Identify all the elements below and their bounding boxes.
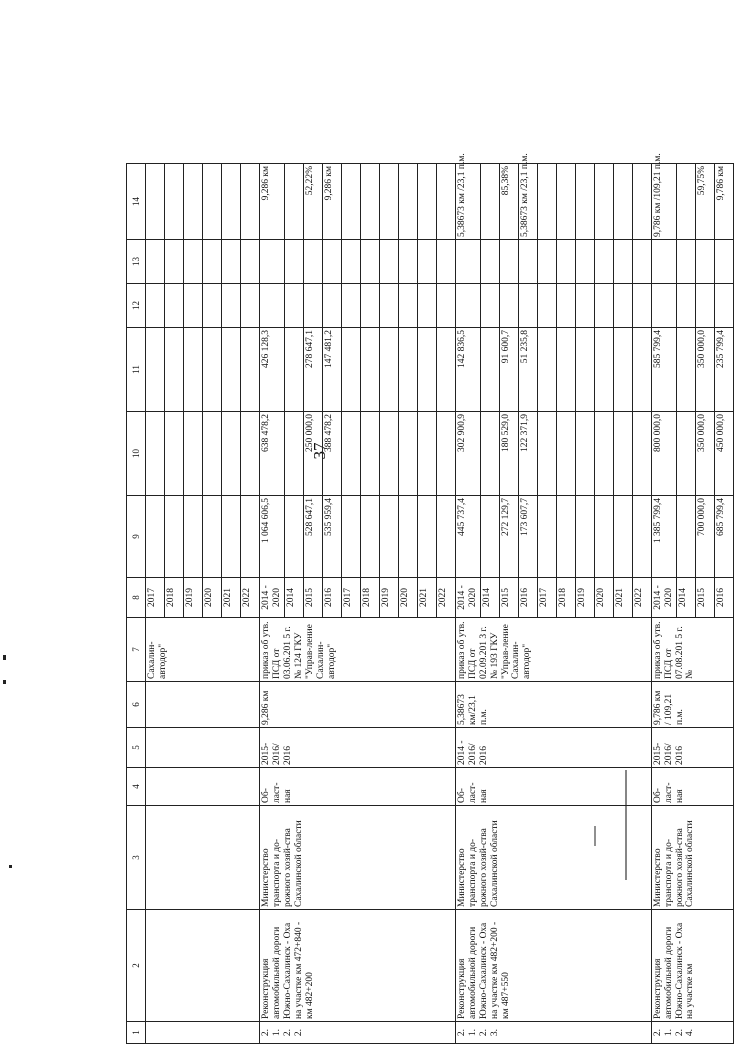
- cell-col13: [417, 240, 436, 284]
- cell-col13: [651, 240, 676, 284]
- cell-regional: [341, 328, 360, 412]
- cell-federal: [537, 412, 556, 496]
- cell-value: [146, 496, 165, 578]
- cell-col13: [594, 240, 613, 284]
- cell-regional: [556, 328, 575, 412]
- cell-total: [676, 496, 695, 578]
- cell-col12: [518, 284, 537, 328]
- cell-federal: 250 000,0: [303, 412, 322, 496]
- cell-year: 2017: [341, 578, 360, 618]
- cell-year: 2022: [436, 578, 455, 618]
- cell-name: Реконструкция автомобильной дороги Южно-Сахалинск - Оха на участке км: [651, 910, 733, 1022]
- cell-year: 2020: [203, 578, 222, 618]
- cell-value: [184, 412, 203, 496]
- cell-result: 9,286 км: [260, 164, 285, 240]
- cell-col13: [260, 240, 285, 284]
- cell-value: [222, 240, 241, 284]
- scan-mark: [9, 865, 12, 868]
- cell-value: [146, 328, 165, 412]
- cell-result: [360, 164, 379, 240]
- cell-level: Об- ласт- ная: [651, 768, 733, 806]
- cell-regional: [417, 328, 436, 412]
- scan-mark: [3, 680, 6, 684]
- cell-result: 5,38673 км /23,1 п.м.: [455, 164, 480, 240]
- cell-col13: [360, 240, 379, 284]
- cell-col13: [455, 240, 480, 284]
- cell-federal: 800 000,0: [651, 412, 676, 496]
- cell-result: [480, 164, 499, 240]
- cell-name: Реконструкция автомобильной дороги Южно-Сахалинск - Оха на участке км 482+200 - км 487+550: [455, 910, 651, 1022]
- cell-result: 9,786 км /109,21 п.м.: [651, 164, 676, 240]
- cell-total: 700 000,0: [695, 496, 714, 578]
- cell-result: [556, 164, 575, 240]
- cell-year: 2014: [676, 578, 695, 618]
- cell-value: [146, 412, 165, 496]
- cell-year: 2018: [556, 578, 575, 618]
- cell-col12: [417, 284, 436, 328]
- cell-total: [556, 496, 575, 578]
- cell-value: [184, 328, 203, 412]
- cell-executor: Министерство транспорта и до-рожного хозяй-ства Сахалинской области: [651, 806, 733, 910]
- cell-year: 2015: [695, 578, 714, 618]
- cell-result: 52,22%: [303, 164, 322, 240]
- cell-result: [537, 164, 556, 240]
- header-cell: 1: [127, 1022, 146, 1044]
- header-cell: 10: [127, 412, 146, 496]
- cell-regional: 235 799,4: [714, 328, 733, 412]
- cell-federal: 122 371,9: [518, 412, 537, 496]
- cell-col12: [651, 284, 676, 328]
- cell-federal: [360, 412, 379, 496]
- cell-num: 2. 1. 2. 4.: [651, 1022, 733, 1044]
- cell-value: [184, 240, 203, 284]
- header-cell: 9: [127, 496, 146, 578]
- cell-value: [165, 284, 184, 328]
- cell-num: 2. 1. 2. 2.: [260, 1022, 456, 1044]
- cell-col12: [575, 284, 594, 328]
- cell-value: [146, 284, 165, 328]
- program-table: [126, 153, 734, 1044]
- cell-year: 2020: [594, 578, 613, 618]
- cell-value: [165, 496, 184, 578]
- cell-col13: [499, 240, 518, 284]
- cell-col12: [695, 284, 714, 328]
- cell-name: [146, 910, 260, 1022]
- cell-year: 2018: [165, 578, 184, 618]
- cell-result: [676, 164, 695, 240]
- header-cell: 13: [127, 240, 146, 284]
- cell-period: [146, 728, 260, 768]
- header-cell: 12: [127, 284, 146, 328]
- cell-federal: 302 900,9: [455, 412, 480, 496]
- cell-total: [379, 496, 398, 578]
- cell-regional: 585 799,4: [651, 328, 676, 412]
- cell-value: [222, 412, 241, 496]
- cell-total: [284, 496, 303, 578]
- cell-col12: [676, 284, 695, 328]
- cell-total: 528 647,1: [303, 496, 322, 578]
- scan-mark: [3, 655, 6, 660]
- cell-period: 2015- 2016/ 2016: [651, 728, 733, 768]
- cell-total: 1 385 799,4: [651, 496, 676, 578]
- cell-col13: [398, 240, 417, 284]
- cell-total: [480, 496, 499, 578]
- cell-col13: [613, 240, 632, 284]
- cell-year: 2022: [632, 578, 651, 618]
- cell-col13: [480, 240, 499, 284]
- cell-total: [436, 496, 455, 578]
- header-cell: 8: [127, 578, 146, 618]
- cell-year: 2021: [417, 578, 436, 618]
- header-cell: 4: [127, 768, 146, 806]
- cell-federal: 350 000,0: [695, 412, 714, 496]
- cell-name: Реконструкция автомобильной дороги Южно-Сахалинск - Оха на участке км 472+840 - км 482+200: [260, 910, 456, 1022]
- cell-federal: [613, 412, 632, 496]
- cell-col12: [594, 284, 613, 328]
- cell-year: 2015: [303, 578, 322, 618]
- cell-col12: [480, 284, 499, 328]
- cell-total: 535 959,4: [322, 496, 341, 578]
- cell-value: [203, 164, 222, 240]
- header-cell: 3: [127, 806, 146, 910]
- cell-col12: [499, 284, 518, 328]
- cell-value: [222, 284, 241, 328]
- cell-value: [241, 496, 260, 578]
- cell-level: Об- ласт- ная: [260, 768, 456, 806]
- cell-year: 2021: [613, 578, 632, 618]
- cell-doc: приказ об утв. ПСД от 07.08.201 5 г. №: [651, 618, 733, 682]
- cell-total: 685 799,4: [714, 496, 733, 578]
- cell-total: [613, 496, 632, 578]
- cell-value: [146, 164, 165, 240]
- cell-col12: [714, 284, 733, 328]
- cell-year: 2019: [379, 578, 398, 618]
- cell-value: [146, 240, 165, 284]
- header-cell: 6: [127, 682, 146, 728]
- cell-total: [341, 496, 360, 578]
- header-row: [127, 164, 146, 1044]
- cell-year: 2015: [499, 578, 518, 618]
- header-cell: 2: [127, 910, 146, 1022]
- cell-value: [241, 284, 260, 328]
- cell-col13: [322, 240, 341, 284]
- cell-col13: [695, 240, 714, 284]
- page-number: 37: [310, 442, 329, 460]
- cell-year: 2016: [322, 578, 341, 618]
- cell-regional: [676, 328, 695, 412]
- cell-value: [222, 328, 241, 412]
- scan-mark: [625, 770, 627, 880]
- cell-regional: [284, 328, 303, 412]
- cell-federal: [436, 412, 455, 496]
- cell-result: [379, 164, 398, 240]
- cell-result: 5,38673 км /23,1 п.м.: [518, 164, 537, 240]
- cell-col13: [714, 240, 733, 284]
- cell-year: 2019: [184, 578, 203, 618]
- cell-capacity: 9,786 км / 109,21 п.м.: [651, 682, 733, 728]
- cell-total: [594, 496, 613, 578]
- cell-col12: [379, 284, 398, 328]
- cell-level: Об- ласт- ная: [455, 768, 651, 806]
- cell-executor: [146, 806, 260, 910]
- cell-value: [241, 328, 260, 412]
- cell-federal: [417, 412, 436, 496]
- cell-regional: [537, 328, 556, 412]
- cell-year: 2014: [284, 578, 303, 618]
- cell-value: [222, 496, 241, 578]
- cell-col12: [613, 284, 632, 328]
- cell-value: [241, 164, 260, 240]
- cell-col12: [436, 284, 455, 328]
- cell-year: 2014: [480, 578, 499, 618]
- cell-federal: 638 478,2: [260, 412, 285, 496]
- cell-result: 85,38%: [499, 164, 518, 240]
- cell-regional: 142 836,5: [455, 328, 480, 412]
- cell-regional: [575, 328, 594, 412]
- cell-total: 173 607,7: [518, 496, 537, 578]
- document-table-sheet: [126, 153, 726, 1044]
- cell-value: [203, 240, 222, 284]
- cell-regional: 147 481,2: [322, 328, 341, 412]
- cell-value: [241, 240, 260, 284]
- cell-col12: [455, 284, 480, 328]
- cell-year: 2019: [575, 578, 594, 618]
- header-cell: 5: [127, 728, 146, 768]
- cell-regional: [480, 328, 499, 412]
- cell-year: 2014 - 2020: [651, 578, 676, 618]
- cell-col13: [303, 240, 322, 284]
- cell-result: 59,75%: [695, 164, 714, 240]
- cell-col13: [575, 240, 594, 284]
- cell-total: [632, 496, 651, 578]
- cell-regional: 278 647,1: [303, 328, 322, 412]
- cell-value: [203, 328, 222, 412]
- cell-federal: 450 000,0: [714, 412, 733, 496]
- cell-col13: [284, 240, 303, 284]
- cell-value: [222, 164, 241, 240]
- cell-col13: [379, 240, 398, 284]
- cell-col13: [537, 240, 556, 284]
- cell-doc: Сахалин- автодор": [146, 618, 260, 682]
- cell-value: [184, 284, 203, 328]
- cell-result: [398, 164, 417, 240]
- cell-regional: [594, 328, 613, 412]
- cell-regional: [613, 328, 632, 412]
- cell-federal: [284, 412, 303, 496]
- cell-doc: приказ об утв. ПСД от 03.06.201 5 г. № 124 ГКУ "Управ-ление Сахалин-автодор": [260, 618, 456, 682]
- cell-total: 272 129,7: [499, 496, 518, 578]
- cell-federal: [398, 412, 417, 496]
- cell-value: [184, 496, 203, 578]
- cell-period: 2014 - 2016/ 2016: [455, 728, 651, 768]
- cell-federal: [575, 412, 594, 496]
- cell-value: [241, 412, 260, 496]
- cell-col12: [398, 284, 417, 328]
- cell-col12: [341, 284, 360, 328]
- cell-col12: [556, 284, 575, 328]
- cell-col13: [436, 240, 455, 284]
- cell-value: [165, 412, 184, 496]
- cell-total: [360, 496, 379, 578]
- table-row: [146, 164, 165, 1044]
- cell-year: 2017: [537, 578, 556, 618]
- cell-result: [594, 164, 613, 240]
- table-row: [651, 164, 676, 1044]
- cell-regional: [398, 328, 417, 412]
- cell-col12: [322, 284, 341, 328]
- cell-year: 2021: [222, 578, 241, 618]
- cell-value: [165, 240, 184, 284]
- cell-col12: [284, 284, 303, 328]
- cell-total: [575, 496, 594, 578]
- cell-col13: [518, 240, 537, 284]
- cell-capacity: [146, 682, 260, 728]
- cell-col13: [676, 240, 695, 284]
- cell-year: 2014 - 2020: [455, 578, 480, 618]
- cell-capacity: 9,286 км: [260, 682, 456, 728]
- scan-mark: [594, 826, 596, 846]
- cell-num: [146, 1022, 260, 1044]
- cell-regional: [379, 328, 398, 412]
- table-row: [260, 164, 285, 1044]
- cell-result: [613, 164, 632, 240]
- cell-col12: [360, 284, 379, 328]
- cell-num: 2. 1. 2. 3.: [455, 1022, 651, 1044]
- cell-col12: [260, 284, 285, 328]
- cell-regional: 91 600,7: [499, 328, 518, 412]
- cell-result: [284, 164, 303, 240]
- cell-federal: [480, 412, 499, 496]
- cell-capacity: 5,38673 км/23,1 п.м.: [455, 682, 651, 728]
- cell-year: 2022: [241, 578, 260, 618]
- cell-result: [436, 164, 455, 240]
- cell-regional: [632, 328, 651, 412]
- cell-executor: Министерство транспорта и до-рожного хозяй-ства Сахалинской области: [260, 806, 456, 910]
- header-cell: 14: [127, 164, 146, 240]
- cell-federal: [594, 412, 613, 496]
- header-cell: 7: [127, 618, 146, 682]
- cell-result: [575, 164, 594, 240]
- cell-year: 2017: [146, 578, 165, 618]
- cell-federal: 388 478,2: [322, 412, 341, 496]
- cell-col12: [303, 284, 322, 328]
- cell-result: [632, 164, 651, 240]
- cell-federal: [632, 412, 651, 496]
- cell-col12: [632, 284, 651, 328]
- cell-col13: [632, 240, 651, 284]
- header-cell: 11: [127, 328, 146, 412]
- cell-total: [417, 496, 436, 578]
- cell-regional: [360, 328, 379, 412]
- cell-total: 445 737,4: [455, 496, 480, 578]
- cell-result: [417, 164, 436, 240]
- cell-year: 2016: [518, 578, 537, 618]
- cell-federal: 180 529,0: [499, 412, 518, 496]
- cell-value: [184, 164, 203, 240]
- cell-total: 1 064 606,5: [260, 496, 285, 578]
- cell-value: [165, 328, 184, 412]
- cell-value: [203, 412, 222, 496]
- cell-value: [203, 284, 222, 328]
- cell-result: [341, 164, 360, 240]
- cell-year: 2018: [360, 578, 379, 618]
- cell-federal: [379, 412, 398, 496]
- cell-period: 2015- 2016/ 2016: [260, 728, 456, 768]
- cell-total: [398, 496, 417, 578]
- cell-federal: [556, 412, 575, 496]
- cell-year: 2014 - 2020: [260, 578, 285, 618]
- cell-regional: [436, 328, 455, 412]
- cell-level: [146, 768, 260, 806]
- cell-federal: [341, 412, 360, 496]
- cell-col12: [537, 284, 556, 328]
- cell-result: 9,286 км: [322, 164, 341, 240]
- cell-regional: 350 000,0: [695, 328, 714, 412]
- cell-year: 2020: [398, 578, 417, 618]
- cell-executor: Министерство транспорта и до-рожного хозяй-ства Сахалинской области: [455, 806, 651, 910]
- cell-regional: 51 235,8: [518, 328, 537, 412]
- cell-value: [165, 164, 184, 240]
- cell-federal: [676, 412, 695, 496]
- cell-year: 2016: [714, 578, 733, 618]
- cell-total: [537, 496, 556, 578]
- cell-doc: приказ об утв. ПСД от 02.09.201 3 г. № 193 ГКУ "Управ-ление Сахалин-автодор": [455, 618, 651, 682]
- cell-col13: [556, 240, 575, 284]
- table-row: [455, 164, 480, 1044]
- cell-result: 9,786 км: [714, 164, 733, 240]
- cell-regional: 426 128,3: [260, 328, 285, 412]
- cell-value: [203, 496, 222, 578]
- cell-col13: [341, 240, 360, 284]
